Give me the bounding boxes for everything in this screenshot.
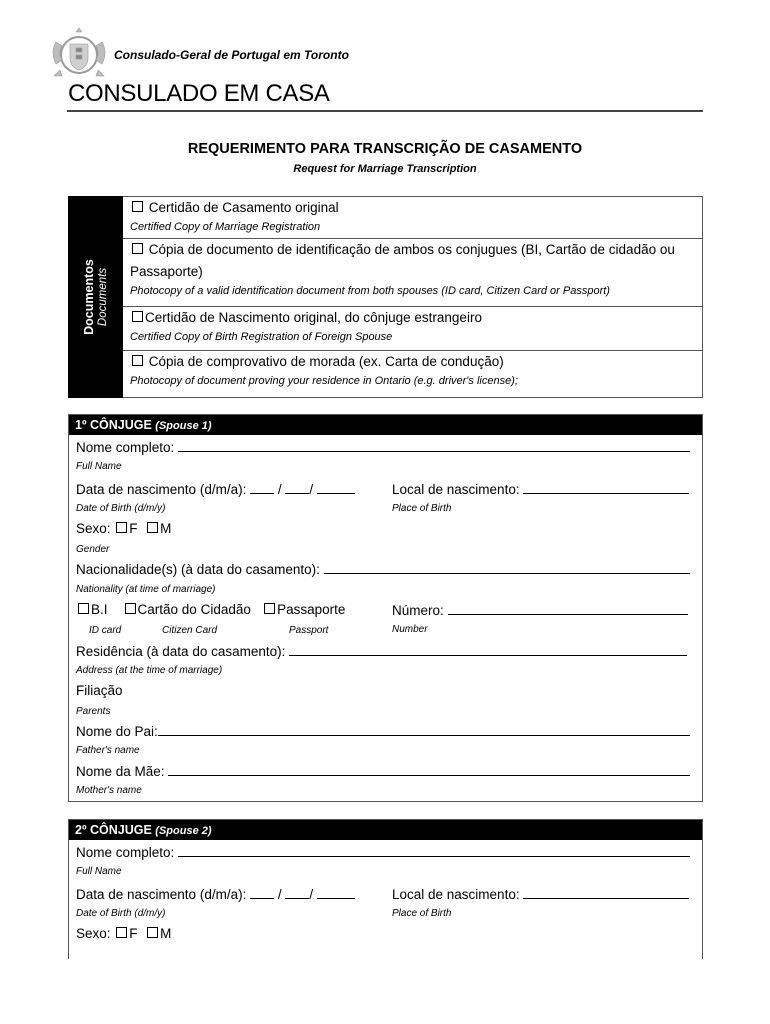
sex-f-checkbox[interactable] — [116, 927, 127, 938]
sex-m-checkbox[interactable] — [147, 927, 158, 938]
consulate-name: Consulado-Geral de Portugal em Toronto — [114, 48, 349, 62]
full-name-field[interactable] — [178, 439, 690, 452]
id-passport-checkbox[interactable] — [264, 603, 275, 614]
pob-field[interactable] — [523, 886, 689, 899]
page-title: CONSULADO EM CASA — [68, 80, 330, 107]
title-divider — [67, 110, 703, 112]
nationality-row: Nacionalidade(s) (à data do casamento): — [76, 561, 690, 577]
documents-label: Documentos — [81, 259, 96, 335]
document-item-id-copy: Cópia de documento de identificação de ambos os conjugues (BI, Cartão de cidadão ou Passaporte) Photocopy of a valid identification document from both spouses (ID card, Citizen Card or Passport) — [123, 239, 703, 307]
dob-row: Data de nascimento (d/m/a): / / — [76, 886, 355, 902]
document-item-marriage-cert: Certidão de Casamento original Certified Copy of Marriage Registration — [123, 197, 703, 239]
document-item-birth-cert: Certidão de Nascimento original, do cônjuge estrangeiro Certified Copy of Birth Registration of Foreign Spouse — [123, 307, 703, 351]
sex-row: Sexo: F M — [76, 521, 172, 536]
document-item-address-proof: Cópia de comprovativo de morada (ex. Carta de condução) Photocopy of document proving your residence in Ontario (e.g. driver's license); — [130, 354, 518, 387]
document-checkbox[interactable] — [132, 355, 143, 366]
sex-f-checkbox[interactable] — [116, 522, 127, 533]
pob-row: Local de nascimento: — [392, 886, 689, 902]
dob-row: Data de nascimento (d/m/a): / / — [76, 481, 355, 497]
form-title: REQUERIMENTO PARA TRANSCRIÇÃO DE CASAMENTO — [187, 141, 583, 157]
dob-month-field[interactable] — [285, 886, 309, 899]
residence-field[interactable] — [289, 643, 687, 656]
document-checkbox[interactable] — [132, 201, 143, 212]
nationality-field[interactable] — [324, 561, 690, 574]
pob-field[interactable] — [523, 481, 689, 494]
father-row: Nome do Pai: — [76, 723, 690, 739]
pob-row: Local de nascimento: — [392, 481, 689, 497]
full-name-row: Nome completo: — [76, 439, 690, 455]
parents-label: Filiação — [76, 683, 123, 698]
spouse2-section: 2º CÔNJUGE (Spouse 2) Nome completo: Full Name Data de nascimento (d/m/a): / / Date of Birth (d/m/y) Local de nascimento: Place of Birth Sexo: F M — [68, 819, 703, 959]
sex-row: Sexo: F M — [76, 926, 172, 941]
dob-year-field[interactable] — [317, 886, 355, 899]
sex-m-checkbox[interactable] — [147, 522, 158, 533]
dob-day-field[interactable] — [250, 886, 274, 899]
mother-row: Nome da Mãe: — [76, 763, 690, 779]
document-checkbox[interactable] — [132, 243, 143, 254]
coat-of-arms-icon — [48, 24, 110, 82]
documents-side-label — [68, 196, 123, 398]
dob-day-field[interactable] — [250, 481, 274, 494]
id-number-field[interactable] — [448, 602, 688, 615]
id-type-row: B.I Cartão do Cidadão Passaporte — [76, 602, 345, 617]
mother-name-field[interactable] — [168, 763, 690, 776]
dob-month-field[interactable] — [285, 481, 309, 494]
spouse1-section: 1º CÔNJUGE (Spouse 1) Nome completo: Full Name Data de nascimento (d/m/a): / / Date of Birth (d/m/y) Local de nascimento: Place of Birth Sexo: F M Gender Nacionalidade(s) (à data do casamento): Nationality (at time of marriage) B.I Cartão do Cidadão Passaporte ID card Citizen Card Passport Número: Number Residência (à data do casamento): Address (at the time of marriage) Filiação Parents Nome do Pai: Father's name Nome da Mãe: Mother's name — [68, 414, 703, 802]
id-cc-checkbox[interactable] — [125, 603, 136, 614]
form-subtitle: Request for Marriage Transcription — [293, 163, 477, 175]
spouse1-header: 1º CÔNJUGE (Spouse 1) — [69, 415, 702, 435]
full-name-row: Nome completo: — [76, 844, 690, 860]
spouse2-header: 2º CÔNJUGE (Spouse 2) — [69, 820, 702, 840]
residence-row: Residência (à data do casamento): — [76, 643, 687, 659]
full-name-field[interactable] — [178, 844, 690, 857]
dob-year-field[interactable] — [317, 481, 355, 494]
documents-label-en: Documents — [96, 267, 109, 327]
father-name-field[interactable] — [158, 723, 690, 736]
document-checkbox[interactable] — [132, 311, 143, 322]
id-bi-checkbox[interactable] — [78, 603, 89, 614]
id-number-row: Número: — [392, 602, 688, 618]
